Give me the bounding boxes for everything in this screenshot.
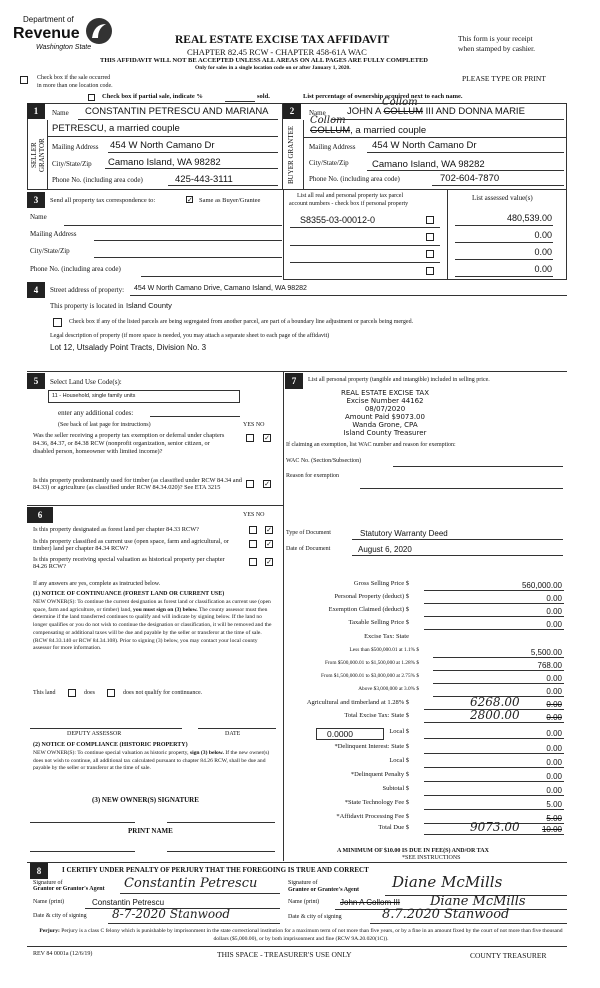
text: If the new owner(s) does not wish to continue, all additional tax calculated pursuant to chapter 84.26 RCW, shall be due and payable by the seller or transferor at the time of sale. [33,750,270,772]
q4-no-checkbox[interactable]: ✓ [266,540,272,548]
grantee-name-struck: John A Collom III [340,898,401,907]
line [424,795,564,796]
buyer-address[interactable]: 454 W North Camano Dr [372,140,477,151]
treasurer-stamp [320,389,450,437]
section-6-number: 6 [27,507,53,523]
seller-city-label: City/State/Zip [52,160,92,168]
tax-row-label: Total Excise Tax: State $ [344,712,409,719]
tax-phone-field[interactable] [141,276,282,277]
street-address[interactable]: 454 W North Camano Drive, Camano Island, WA 98282 [134,285,307,292]
compliance-title: (2) NOTICE OF COMPLIANCE (HISTORIC PROPERTY) [33,742,188,748]
buyer-grantee-label: BUYER GRANTEE [287,125,295,185]
tax-row-label: Above $3,000,000 at 3.0% $ [358,686,419,692]
tax-address-field[interactable] [94,240,282,241]
tax-city-label: City/State/Zip [30,247,70,255]
line [78,119,278,120]
line [455,225,553,226]
multi-location-label: Check box if the sale occurred [37,75,111,81]
personal-property-checkbox[interactable] [426,250,434,258]
line [370,923,567,924]
personal-property-label: List all personal property (tangible and intangible) included in selling price. [308,377,490,383]
q4-yes-checkbox[interactable] [249,540,257,548]
tax-row-value[interactable]: 0.00 [546,758,562,767]
line [424,834,564,835]
grantor-sig-label: Signature of [33,880,63,886]
perjury-notice [36,927,566,943]
partial-sale-checkbox[interactable] [88,94,95,101]
tax-row-label: Total Due $ [378,824,409,831]
parcel-header-2: account numbers - check box if personal property [289,201,409,207]
county[interactable]: Island County [126,301,172,310]
struck-name: COLLUM [383,106,424,117]
grantor-date-label: Date & city of signing [33,913,87,919]
does-not-qualify-checkbox[interactable] [107,689,115,697]
tax-row-value[interactable]: 0.00 [546,674,562,683]
struck-name: GOLLUM [310,125,351,136]
perjury-label: Perjury: [39,928,60,934]
tax-row-value[interactable]: 5.00 [546,814,562,823]
this-land-label: This land [33,690,56,696]
tax-address-label: Mailing Address [30,230,77,238]
local-rate-field[interactable] [316,728,384,740]
section-4-number: 4 [27,282,45,298]
doc-type-label: Type of Document [286,530,331,536]
print-name-label: PRINT NAME [128,827,173,835]
tax-row-value[interactable]: 5.00 [546,800,562,809]
no-label: NO [255,422,265,428]
logo-state: Washington State [36,44,92,51]
grantor-signature[interactable]: Constantin Petrescu [124,876,258,891]
line [48,136,278,137]
line [424,781,564,782]
line [424,767,564,768]
receipt-note-2: when stamped by cashier. [458,44,536,53]
tax-row-value[interactable]: 0.00 [546,594,562,603]
partial-pct-field[interactable] [225,101,255,102]
tax-row-label: From $500,000.01 to $1,500,000 at 1.28% $ [324,660,419,666]
line [424,809,564,810]
exemption-note: If claiming an exemption, list WAC number and reason for exemption: [286,442,456,448]
tax-row-value[interactable]: 560,000.00 [521,581,562,590]
seller-name-label: Name [52,109,69,117]
line [432,185,564,186]
tax-row-label: Excise Tax: State [364,633,409,640]
treasurer-use-only: THIS SPACE - TREASURER'S USE ONLY [217,950,352,959]
owner-signature-line[interactable] [30,822,135,823]
line [433,670,564,671]
tax-row-handwritten: 6268.00 [470,695,520,709]
assessor-date-line[interactable] [198,728,276,729]
print-name-line[interactable] [30,851,135,852]
assessed-header: List assessed value(s) [472,194,533,202]
wac-field[interactable] [393,466,563,467]
grantee-date-city[interactable]: 8.7.2020 Stanwood [382,907,510,922]
tax-row-handwritten: 9073.00 [470,820,520,834]
seller-address-label: Mailing Address [52,143,99,151]
q3-no-checkbox[interactable]: ✓ [266,526,272,534]
line [424,616,564,617]
certify-statement: I CERTIFY UNDER PENALTY OF PERJURY THAT THE FOREGOING IS TRUE AND CORRECT [62,866,369,874]
q5-yes-checkbox[interactable] [249,558,257,566]
yes-label: YES [243,422,255,428]
stamp-line: Wanda Grone, CPA [352,421,418,429]
line [168,185,278,186]
grantee-name[interactable]: Diane McMills [430,894,526,909]
seller-name-1[interactable]: CONSTANTIN PETRESCU AND MARIANA [85,106,269,117]
see-back: (See back of last page for instructions) [58,422,151,428]
parcel-number[interactable]: S8355-03-00012-0 [300,215,376,225]
personal-property-checkbox[interactable] [426,216,434,224]
multi-location-label-2: in more than one location code. [37,83,113,89]
line [105,168,278,169]
tax-row-label: Agricultural and timberland at 1.28% $ [306,699,409,706]
tax-phone-label: Phone No. (including area code) [30,265,121,273]
tax-row-value[interactable]: 768.00 [537,661,562,670]
line [304,137,566,138]
line [290,279,440,280]
buyer-name-correction-2: Collom [310,115,346,126]
buyer-name-correction: Collom [382,97,418,108]
line [290,227,440,228]
form-number: REV 84 0001a (12/6/19) [33,951,93,957]
doc-date-label: Date of Document [286,546,331,552]
yes-no-header [243,512,265,518]
tax-row-value[interactable]: 10.00 [541,825,562,834]
section-5-number: 5 [27,373,45,389]
tax-row-label: From $1,500,000.01 to $3,000,000 at 2.75% $ [321,673,419,679]
multi-location-checkbox[interactable] [20,76,28,84]
wac-label: WAC No. (Section/Subsection) [286,458,362,464]
section-3-number: 3 [27,192,45,208]
text-bold: sign (3) below. [189,750,224,756]
divider [283,371,284,861]
located-label: This property is located in [50,302,124,310]
assessed-value[interactable]: 480,539.00 [506,213,552,223]
land-use-label: Select Land Use Code(s): [50,378,122,386]
assessor-signature-line[interactable] [30,728,182,729]
grantee-signature[interactable]: Diane McMills [392,873,503,891]
receipt-note: This form is your receipt [458,34,533,43]
tax-row-label: Less than $500,000.01 at 1.1% $ [349,647,419,653]
tax-row-label: Local $ [389,757,409,764]
same-as-buyer-label: Same as Buyer/Grantee [199,197,261,204]
line [108,152,278,153]
local-rate: 0.0000 [327,729,353,739]
line [120,893,280,894]
please-type: PLEASE TYPE OR PRINT [462,74,546,83]
line [433,657,564,658]
continuance-text [33,599,273,653]
tax-row-label: Subtotal $ [382,785,409,792]
grantee-sig-label: Signature of [288,880,318,886]
personal-property-checkbox[interactable] [426,233,434,241]
line [130,295,567,296]
tax-row-value[interactable]: 0.00 [546,772,562,781]
grantor-name-label: Name (print) [33,899,65,905]
line [455,259,553,260]
current-use-question: Is this property classified as current use (open space, farm and agricultural, or timber) land per chapter 84.34 RCW? [33,538,229,552]
tax-row-label: Taxable Selling Price $ [348,619,409,626]
no-label: NO [255,512,265,518]
land-use-select[interactable] [48,390,240,403]
line [290,262,440,263]
logo-dept: Department of [23,15,74,24]
name-part: JOHN A [347,106,381,117]
buyer-name-1[interactable] [347,106,525,117]
personal-property-checkbox[interactable] [426,267,434,275]
stamp-line: Excise Number 44162 [346,397,424,405]
grantor-name[interactable]: Constantin Petrescu [92,898,165,907]
tax-row-value[interactable]: 0.00 [546,700,562,709]
reason-field[interactable] [360,488,563,489]
continuance-title: (1) NOTICE OF CONTINUANCE (FOREST LAND OR CURRENT USE) [33,591,225,597]
tax-row-label: Gross Selling Price $ [353,580,409,587]
buyer-phone[interactable]: 702-604-7870 [440,173,500,184]
partial-sold-label: sold. [257,93,270,100]
buyer-city-label: City/State/Zip [309,159,349,167]
line [424,603,564,604]
line [290,245,440,246]
revenue-logo-icon [84,16,114,46]
assessed-value[interactable]: 0.00 [534,230,552,240]
yes-no-header [243,422,265,428]
divider [27,505,283,506]
seller-address[interactable]: 454 W North Camano Dr [110,140,215,151]
street-label: Street address of property: [50,286,125,294]
line [352,539,563,540]
line [455,242,553,243]
tax-row-label: Local $ [389,728,409,735]
same-as-buyer-checkbox[interactable]: ✓ [187,196,193,204]
tax-row-value[interactable]: 0.00 [546,687,562,696]
grantor-sig-label-2: Grantor or Grantor's Agent [33,886,105,892]
divider [27,946,567,947]
assessed-value[interactable]: 0.00 [534,247,552,257]
section-8-number: 8 [30,863,48,879]
line [424,722,564,723]
line [455,276,553,277]
stamp-line: Island County Treasurer [343,429,427,437]
line [424,753,564,754]
line [424,738,564,739]
tax-name-label: Name [30,213,47,221]
compliance-text [33,750,273,773]
tax-city-field[interactable] [94,257,282,258]
new-owner-signature-title: (3) NEW OWNER(S) SIGNATURE [92,796,199,804]
line [367,170,564,171]
seller-phone-label: Phone No. (including area code) [52,176,143,184]
section-2-number: 2 [283,103,301,119]
doc-type[interactable]: Statutory Warranty Deed [360,529,448,538]
tax-row-label: *Delinquent Interest: State $ [334,743,409,750]
line [332,119,564,120]
name-part: III AND DONNA MARIE [425,106,525,117]
minimum-note: A MINIMUM OF $10.00 IS DUE IN FEE(S) AND/OR TAX [337,848,489,854]
owner-signature-line[interactable] [167,822,275,823]
segregated-checkbox[interactable] [53,318,62,327]
see-instructions: *SEE INSTRUCTIONS [402,855,461,861]
line [367,152,564,153]
tax-row-label: *Delinquent Penalty $ [350,771,409,778]
line [424,590,564,591]
section-7-number: 7 [285,373,303,389]
section-1-number: 1 [27,103,45,119]
deputy-assessor-label: DEPUTY ASSESSOR [67,731,122,737]
form-title: REAL ESTATE EXCISE TAX AFFIDAVIT [175,34,390,46]
exemption-question: Was the seller receiving a property tax exemption or deferral under chapters 84.36, 84.37, or 84.38 RCW (nonprofit organization, senior citizen, or disabled person, homeowner with limited income)? [33,432,225,456]
seller-city[interactable]: Camano Island, WA 98282 [108,157,221,168]
date-label: DATE [225,731,241,737]
ownership-note: List percentage of ownership acquired next to each name. [303,93,463,100]
name-part: , a married couple [350,125,427,136]
seller-phone[interactable]: 425-443-3111 [175,174,233,185]
tax-row-value[interactable]: 0.00 [546,729,562,738]
grantee-sig-label-2: Grantee or Grantee's Agent [288,887,360,893]
if-yes-note: If any answers are yes, complete as instructed below. [33,581,161,587]
tax-row-label: *State Technology Fee $ [344,799,409,806]
buyer-phone-label: Phone No. (including area code) [309,175,400,183]
tax-name-field[interactable] [64,225,282,226]
does-not-label: does not qualify for continuance. [123,690,203,696]
buyer-name-label: Name [309,109,326,117]
tax-row-value[interactable]: 0.00 [546,786,562,795]
q3-yes-checkbox[interactable] [249,526,257,534]
line [433,683,564,684]
q5-no-checkbox[interactable]: ✓ [266,558,272,566]
divider [447,190,448,280]
perjury-text: Perjury is a class C felony which is punishable by imprisonment in the state correctional institution for a maximum term of not more than five years, or by a fine in an amount fixed by the court of not more than five thousand dollars ($5,000.00), or by both imprisonment and fine (RCW 9A.20.020(1C)). [61,928,563,942]
tax-row-label: Personal Property (deduct) $ [334,593,409,600]
grantee-date-label: Date & city of signing [288,914,342,920]
doc-date[interactable]: August 6, 2020 [358,545,412,554]
text: NEW OWNER(S): To continue special valuation as historic property, [33,750,189,756]
line [424,629,564,630]
divider [303,120,304,190]
stamp-line: REAL ESTATE EXCISE TAX [340,389,430,397]
text-bold: you must sign on (3) below. [133,606,198,613]
form-warning: THIS AFFIDAVIT WILL NOT BE ACCEPTED UNLESS ALL AREAS ON ALL PAGES ARE FULLY COMPLETED [100,57,428,64]
does-label: does [84,690,95,696]
stamp-line: Amount Paid $9073.00 [345,413,425,421]
timber-question: Is this property predominantly used for timber (as classified under RCW 84.34 and 84.33) or agriculture (as classified under RCW 84.34.020)? See ETA 3215 [33,477,242,491]
buyer-name-2[interactable] [310,125,426,136]
divider [47,120,48,190]
line [352,555,563,556]
buyer-city[interactable]: Camano Island, WA 98282 [372,159,485,170]
tax-row-value[interactable]: 5,500.00 [530,648,562,657]
form-chapter: CHAPTER 82.45 RCW - CHAPTER 458-61A WAC [187,47,367,57]
land-use-value: 11 - Household, single family units [52,393,136,399]
grantor-date-city[interactable]: 8-7-2020 Stanwood [112,907,231,921]
tax-row-value[interactable]: 0.00 [546,713,562,722]
tax-row-value[interactable]: 0.00 [546,620,562,629]
legal-description[interactable]: Lot 12, Utsalady Point Tracts, Division No. 3 [50,343,207,352]
send-correspondence-label: Send all property tax correspondence to: [50,197,156,204]
divider [27,371,567,372]
historic-question: Is this property receiving special valuation as historical property per chapter 84.26 RCW? [33,556,225,570]
q1-no-checkbox[interactable]: ✓ [264,434,270,442]
line [108,923,280,924]
yes-label: YES [243,512,255,518]
legal-label: Legal description of property (if more space is needed, you may attach a separate sheet to each page of the affidavit) [50,333,330,339]
segregated-label: Check box if any of the listed parcels are being segregated from another parcel, are part of a boundary line adjustment or parcels being merged. [69,319,414,325]
tax-row-value[interactable]: 0.00 [546,607,562,616]
does-qualify-checkbox[interactable] [68,689,76,697]
additional-codes-field[interactable] [150,416,240,417]
text: The county assessor must then determine if the land transferred continues to qualify and will indicate by signing below. If the land no longer qualifies or you do not wish to continue the designation or classification, it will be removed and the compensating or additional taxes will be due and payable by the seller or transferor at the time of sale. (RCW 84.33.140 or RCW 84.34.108). Prior to signing (3) below, you may contact your local county assessor for more information. [33,606,272,652]
seller-name-2[interactable]: PETRESCU, a married couple [52,123,180,134]
divider [27,862,567,863]
buyer-address-label: Mailing Address [309,143,356,151]
tax-row-value[interactable]: 0.00 [546,744,562,753]
parcel-header: List all real and personal property tax parcel [297,193,404,199]
tax-row-label: Exemption Claimed (deduct) $ [328,606,409,613]
q1-yes-checkbox[interactable] [246,434,254,442]
assessed-value[interactable]: 0.00 [534,264,552,274]
county-treasurer: COUNTY TREASURER [470,951,547,960]
text: NEW OWNER(S): To continue the current designation as forest land or classification as current use (open space, farm and agriculture, or timber) land, [33,599,271,613]
q2-no-checkbox[interactable]: ✓ [264,480,270,488]
forest-question: Is this property designated as forest land per chapter 84.33 RCW? [33,526,199,533]
only-for-note: Only for sales in a single location code on or after January 1, 2020. [195,65,351,71]
partial-sale-label: Check box if partial sale, indicate % [102,93,203,100]
additional-codes-label: enter any additional codes: [58,409,134,417]
tax-row-handwritten: 2800.00 [470,708,520,722]
q2-yes-checkbox[interactable] [246,480,254,488]
tax-row-label: *Affidavit Processing Fee $ [336,813,409,820]
logo-name: Revenue [13,25,80,42]
seller-grantor-label: SELLER GRANTOR [30,138,46,172]
grantee-name-label: Name (print) [288,899,320,905]
reason-label: Reason for exemption [286,473,339,479]
print-name-line[interactable] [167,851,275,852]
stamp-line: 08/07/2020 [364,405,406,413]
